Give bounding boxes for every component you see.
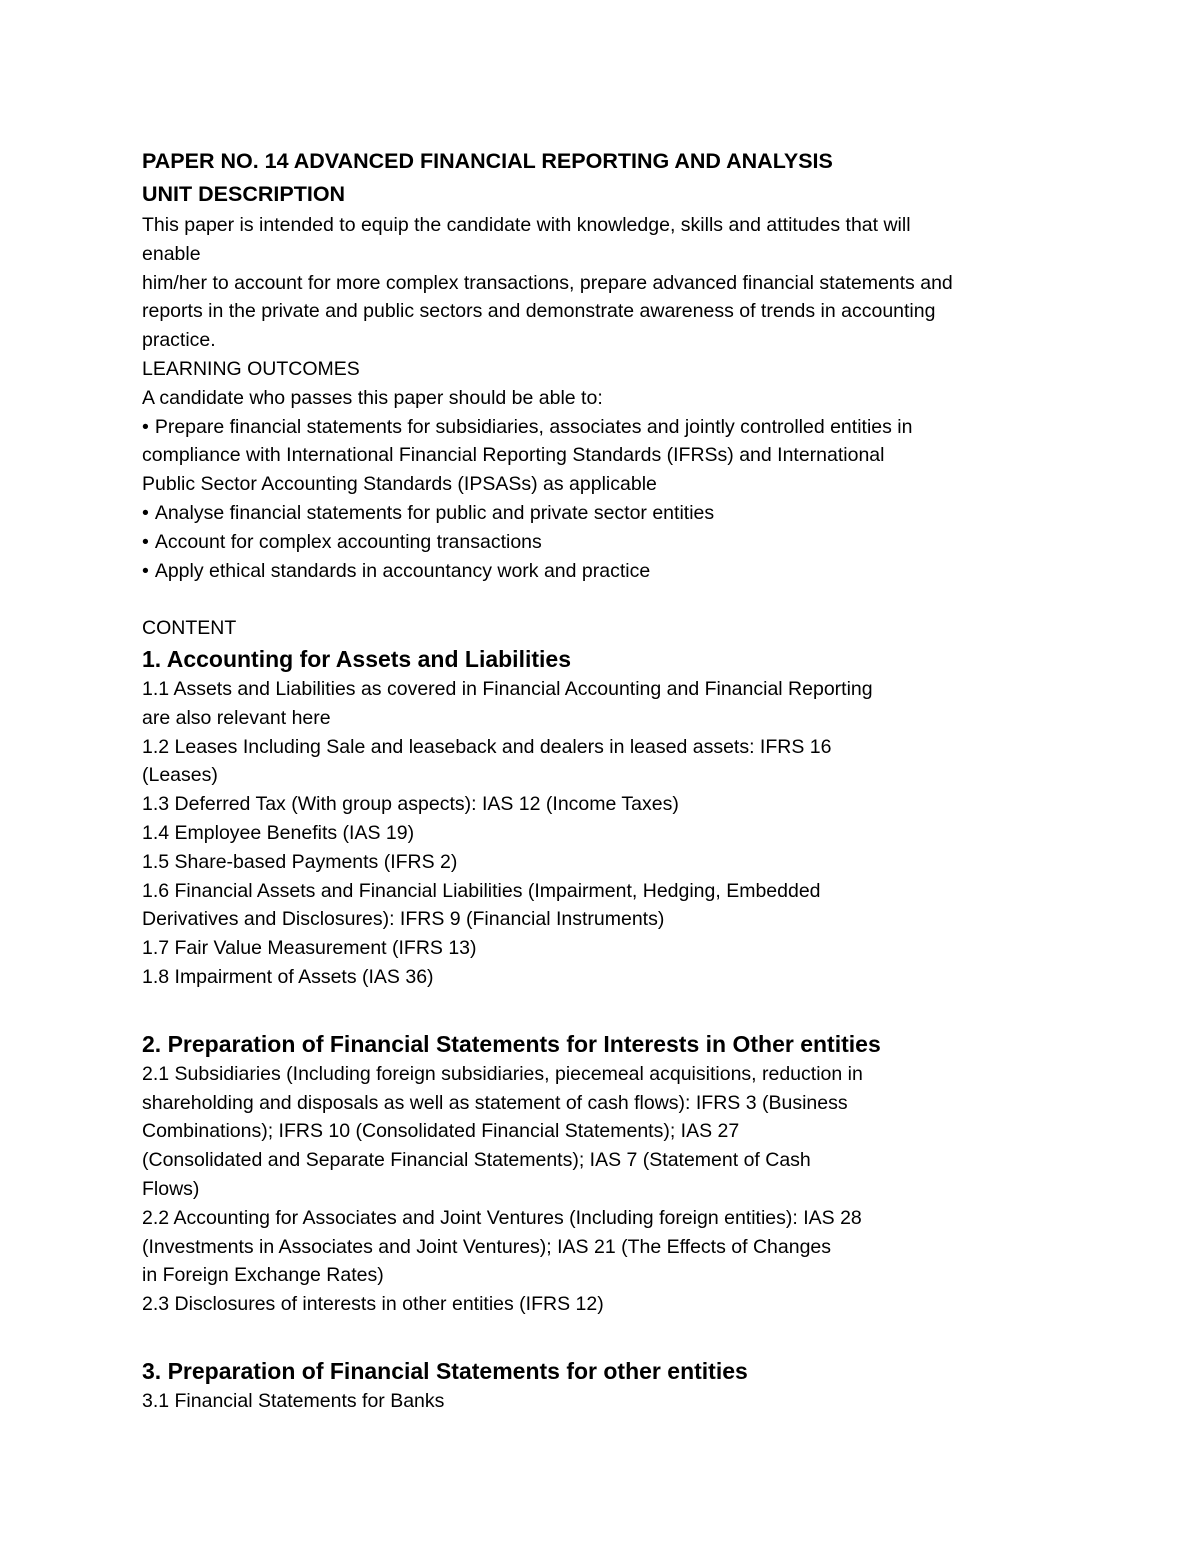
section-line: 3.1 Financial Statements for Banks: [142, 1389, 445, 1412]
section-line: 2.1 Subsidiaries (Including foreign subsidiaries, piecemeal acquisitions, reduction in: [142, 1062, 863, 1085]
spacer: [142, 585, 1082, 614]
bullet-icon: •: [142, 559, 149, 582]
learning-outcomes-list: [142, 413, 1082, 586]
section-line: Flows): [142, 1177, 200, 1200]
description-line: enable: [142, 242, 201, 265]
outcome-text: Analyse financial statements for public and private sector entities: [154, 501, 715, 524]
outcome-text: Account for complex accounting transactions: [154, 530, 542, 553]
document-page: [142, 145, 1082, 1416]
outcome-item: [142, 413, 1082, 442]
section-line: in Foreign Exchange Rates): [142, 1264, 384, 1287]
section-line: (Leases): [142, 764, 218, 787]
section-line: 2.2 Accounting for Associates and Joint Ventures (Including foreign entities): IAS 28: [142, 1206, 862, 1229]
unit-description: [142, 211, 1082, 355]
spacer: [142, 992, 1082, 1028]
section-line: Derivatives and Disclosures): IFRS 9 (Financial Instruments): [142, 908, 665, 931]
outcome-text-continued: compliance with International Financial Reporting Standards (IFRSs) and International: [142, 444, 885, 467]
outcome-text-continued: Public Sector Accounting Standards (IPSASs) as applicable: [142, 473, 657, 496]
section-line: are also relevant here: [142, 706, 331, 729]
description-line: practice.: [142, 329, 216, 352]
bullet-icon: •: [142, 415, 149, 438]
section-line: 1.8 Impairment of Assets (IAS 36): [142, 965, 434, 988]
spacer: [142, 1319, 1082, 1355]
paper-title: PAPER NO. 14 ADVANCED FINANCIAL REPORTING AND ANALYSIS: [142, 149, 833, 173]
section-line: 1.1 Assets and Liabilities as covered in Financial Accounting and Financial Reporting: [142, 677, 873, 700]
outcome-text: Apply ethical standards in accountancy work and practice: [154, 559, 651, 582]
content-heading: CONTENT: [142, 617, 237, 640]
section-line: 2.3 Disclosures of interests in other entities (IFRS 12): [142, 1293, 604, 1316]
section-line: 1.7 Fair Value Measurement (IFRS 13): [142, 937, 477, 960]
section-line: Combinations); IFRS 10 (Consolidated Financial Statements); IAS 27: [142, 1120, 740, 1143]
section-line: 1.3 Deferred Tax (With group aspects): IAS 12 (Income Taxes): [142, 793, 679, 816]
section-heading: 1. Accounting for Assets and Liabilities: [142, 645, 571, 672]
bullet-icon: •: [142, 501, 149, 524]
section-line: 1.2 Leases Including Sale and leaseback and dealers in leased assets: IFRS 16: [142, 735, 832, 758]
section-line: (Consolidated and Separate Financial Statements); IAS 7 (Statement of Cash: [142, 1149, 811, 1172]
outcome-item: [142, 499, 1082, 528]
content-section-2: [142, 1028, 1082, 1319]
content-section-3: [142, 1355, 1082, 1416]
outcome-text: Prepare financial statements for subsidiaries, associates and jointly controlled entities in: [154, 415, 913, 438]
section-line: 1.5 Share-based Payments (IFRS 2): [142, 850, 458, 873]
section-line: (Investments in Associates and Joint Ventures); IAS 21 (The Effects of Changes: [142, 1235, 832, 1258]
description-line: reports in the private and public sectors and demonstrate awareness of trends in accounting: [142, 300, 936, 323]
outcome-item: [142, 528, 1082, 557]
description-line: him/her to account for more complex transactions, prepare advanced financial statements and: [142, 271, 953, 294]
section-line: 1.4 Employee Benefits (IAS 19): [142, 821, 415, 844]
section-heading: 2. Preparation of Financial Statements for Interests in Other entities: [142, 1030, 881, 1057]
bullet-icon: •: [142, 530, 149, 553]
section-heading: 3. Preparation of Financial Statements for other entities: [142, 1357, 748, 1384]
description-line: This paper is intended to equip the candidate with knowledge, skills and attitudes that will: [142, 214, 911, 236]
unit-description-heading: UNIT DESCRIPTION: [142, 182, 346, 206]
learning-outcomes-intro: A candidate who passes this paper should be able to:: [142, 386, 603, 409]
learning-outcomes-heading: LEARNING OUTCOMES: [142, 357, 360, 380]
content-section-1: [142, 643, 1082, 992]
section-line: shareholding and disposals as well as statement of cash flows): IFRS 3 (Business: [142, 1091, 848, 1114]
outcome-item: [142, 557, 1082, 586]
section-line: 1.6 Financial Assets and Financial Liabilities (Impairment, Hedging, Embedded: [142, 879, 821, 902]
